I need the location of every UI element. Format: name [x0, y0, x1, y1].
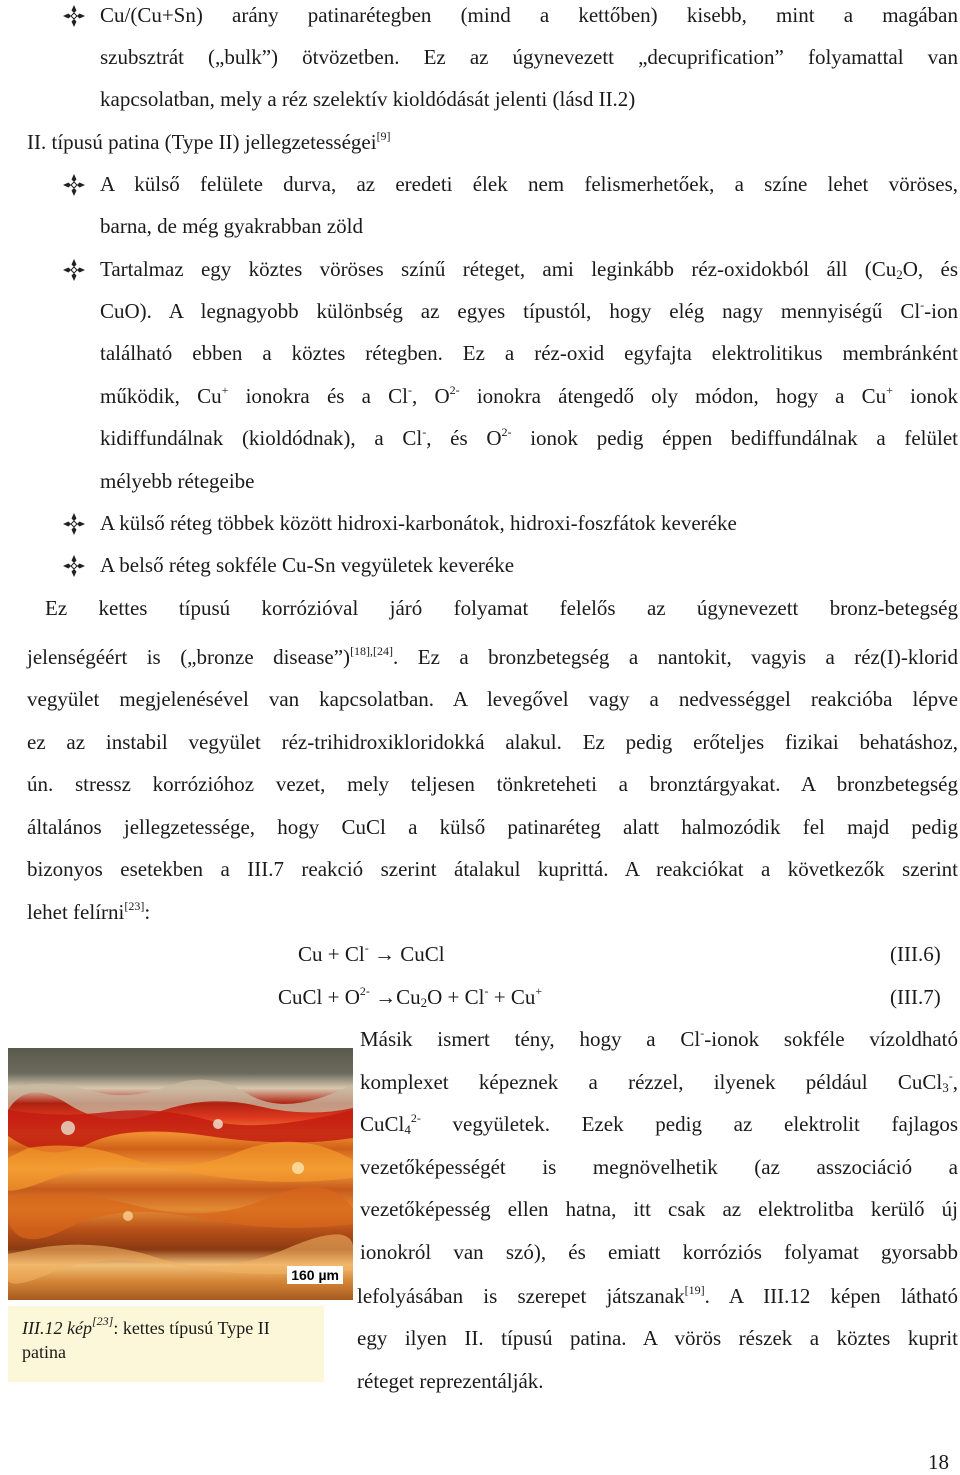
figure-caption: III.12 kép[23]: kettes típusú Type II patina	[8, 1306, 324, 1382]
equation-iii-6: Cu + Cl- → CuCl	[298, 941, 445, 966]
bullet-4-line-1: A külső réteg többek között hidroxi-karbonátok, hidroxi-foszfátok keveréke	[100, 511, 737, 535]
side-line-3: CuCl$_4^{2-}$ vegyületek. Ezek pedig az elektrolit fajlagos	[360, 1111, 958, 1137]
bullet-5-line-1: A belső réteg sokféle Cu-Sn vegyületek keveréke	[100, 553, 515, 577]
bullet-3-line-6: mélyebb rétegeibe	[100, 469, 255, 493]
diamond-bullet-icon	[62, 258, 86, 282]
side-line-1: Másik ismert tény, hogy a Cl--ionok sokféle vízoldható	[360, 1026, 958, 1051]
equation-iii-7-label: (III.7)	[890, 985, 941, 1009]
side-line-5: vezetőképesség ellen hatna, itt csak az elektrolitba kerülő új	[360, 1197, 958, 1221]
bullet-2-line-2: barna, de még gyakrabban zöld	[100, 214, 363, 238]
diamond-bullet-icon	[62, 173, 86, 197]
bullet-3-line-3: található ebben a köztes rétegben. Ez a réz-oxid egyfajta elektrolitikus membránként	[100, 341, 958, 365]
scale-bar-label: 160 µm	[287, 1266, 343, 1284]
equation-iii-7: CuCl + $O^{2-} \to Cu_2O + Cl^- + Cu^+$	[278, 984, 543, 1010]
bullet-1-line-3: kapcsolatban, mely a réz szelektív kioldódását jelenti (lásd II.2)	[100, 87, 636, 111]
equation-iii-6-label: (III.6)	[890, 942, 941, 966]
side-line-4: vezetőképességét is megnövelhetik (az asszociáció a	[360, 1155, 958, 1179]
paragraph-line-3: vegyület megjelenésével van kapcsolatban. A levegővel vagy a nedvességgel reakcióba lépve	[27, 687, 958, 711]
patina-micrograph	[8, 1048, 353, 1300]
bullet-3-line-5: kidiffundálnak (kioldódnak), a Cl-, és $O^{2-}$ ionok pedig éppen bediffundálnak a felület	[100, 425, 958, 450]
paragraph-line-7: bizonyos esetekben a III.7 reakció szerint átalakul kuprittá. A reakciókat a következők szerint	[27, 857, 958, 881]
paragraph-line-6: általános jellegzetessége, hogy CuCl a külső patinaréteg alatt halmozódik fel majd pedig	[27, 815, 958, 839]
paragraph-line-1: Ez kettes típusú korrózióval járó folyamat felelős az úgynevezett bronz-betegség	[45, 596, 958, 620]
diamond-bullet-icon	[62, 554, 86, 578]
section-heading: II. típusú patina (Type II) jellegzetességei[9]	[27, 129, 391, 154]
side-line-7: lefolyásában is szerepet játszanak[19]. A III.12 képen látható	[357, 1283, 958, 1308]
bullet-2-line-1: A külső felülete durva, az eredeti élek nem felismerhetőek, a színe lehet vöröses,	[100, 172, 958, 196]
paragraph-line-8: lehet felírni[23]:	[27, 899, 151, 924]
bullet-3-line-4: működik, Cu+ ionokra és a Cl-, $O^{2-}$ ionokra átengedő oly módon, hogy a Cu+ ionok	[100, 383, 958, 408]
bullet-3-line-1: Tartalmaz egy köztes vöröses színű réteget, ami leginkább réz-oxidokból áll ($Cu_2O$, és	[100, 257, 958, 282]
diamond-bullet-icon	[62, 4, 86, 28]
bullet-1-line-1: Cu/(Cu+Sn) arány patinarétegben (mind a kettőben) kisebb, mint a magában	[100, 3, 958, 27]
side-line-6: ionokról van szó), és emiatt korróziós folyamat gyorsabb	[360, 1240, 958, 1264]
side-line-9: réteget reprezentálják.	[357, 1369, 544, 1393]
bullet-3-line-2: CuO). A legnagyobb különbség az egyes típustól, hogy elég nagy mennyiségű Cl--ion	[100, 298, 958, 323]
side-line-8: egy ilyen II. típusú patina. A vörös részek a köztes kuprit	[357, 1326, 958, 1350]
paragraph-line-2: jelenségéért is („bronze disease”)[18],[24]. Ez a bronzbetegség a nantokit, vagyis a réz(I)-klorid	[27, 644, 958, 669]
page-number: 18	[928, 1450, 949, 1474]
side-line-2: komplexet képeznek a rézzel, ilyenek például CuCl$_3$-,	[360, 1069, 958, 1095]
bullet-1-line-2: szubsztrát („bulk”) ötvözetben. Ez az úgynevezett „decuprification” folyamattal van	[100, 45, 958, 69]
diamond-bullet-icon	[62, 512, 86, 536]
paragraph-line-4: ez az instabil vegyület réz-trihidroxikloridokká alakul. Ez pedig erőteljes fizikai behatáshoz,	[27, 730, 958, 754]
paragraph-line-5: ún. stressz korrózióhoz vezet, mely teljesen tönkreteheti a bronztárgyakat. A bronzbetegség	[27, 772, 958, 796]
